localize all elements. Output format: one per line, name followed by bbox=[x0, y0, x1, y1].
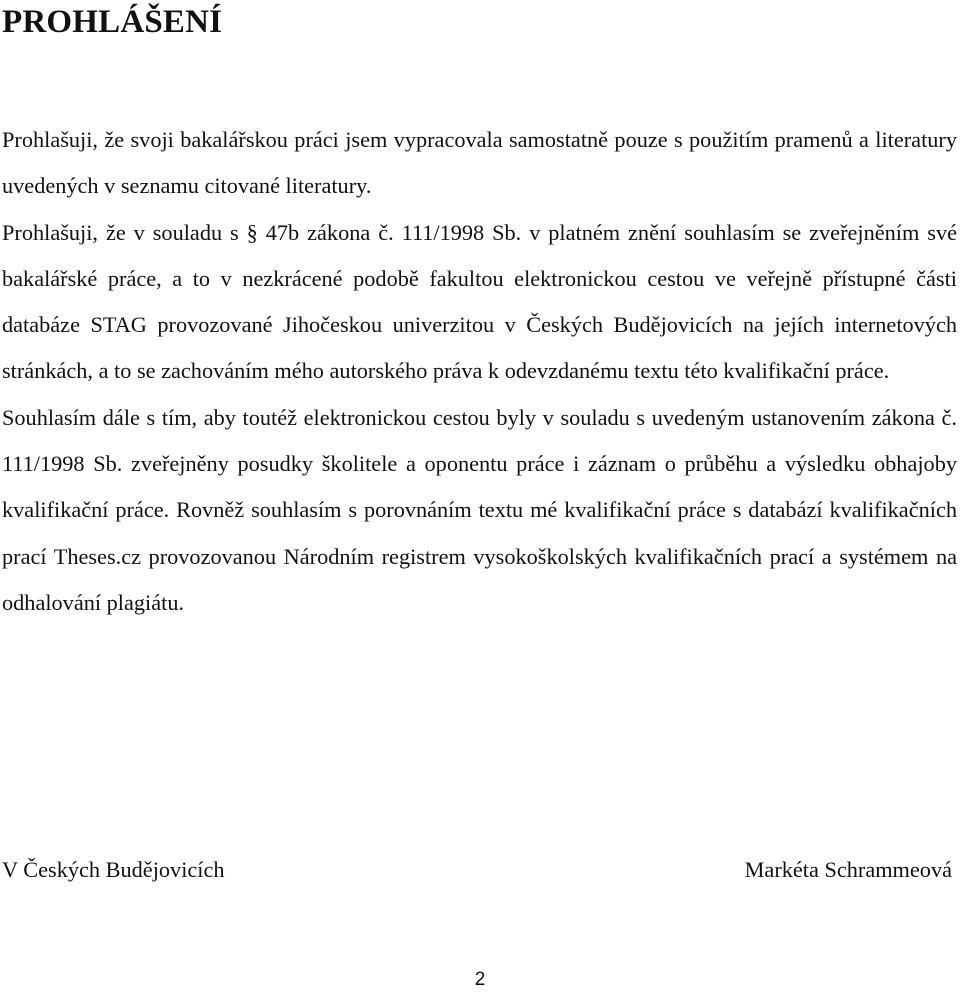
signature-author: Markéta Schrammeová bbox=[744, 857, 952, 882]
page-title: PROHLÁŠENÍ bbox=[2, 4, 223, 40]
paragraph-sources: Prohlašuji, že svoji bakalářskou práci jsem vypracovala samostatně pouze s použitím pramenů a literatury uvedených v seznamu citované literatury. bbox=[2, 127, 957, 199]
signature-place: V Českých Budějovicích bbox=[2, 857, 225, 882]
declaration-body bbox=[2, 117, 957, 626]
page-number: 2 bbox=[474, 969, 486, 990]
paragraph-review-consent: Souhlasím dále s tím, aby toutéž elektronickou cestou byly v souladu s uvedeným ustanovením zákona č. 111/1998 Sb. zveřejněny posudky školitele a oponentu práce i záznam o průběhu a výsledku obhajoby kvalifikační práce. Rovněž souhlasím s porovnáním textu mé kvalifikační práce s databází kvalifikačních prací Theses.cz provozovanou Národním registrem vysokoškolských kvalifikačních prací a systémem na odhalování plagiátu. bbox=[2, 404, 957, 615]
paragraph-publication-consent: Prohlašuji, že v souladu s § 47b zákona č. 111/1998 Sb. v platném znění souhlasím se zveřejněním své bakalářské práce, a to v nezkrácené podobě fakultou elektronickou cestou ve veřejně přístupné části databáze STAG provozované Jihočeskou univerzitou v Českých Budějovicích na jejích internetových stránkách, a to se zachováním mého autorského práva k odevzdanému textu této kvalifikační práce. bbox=[2, 219, 957, 384]
